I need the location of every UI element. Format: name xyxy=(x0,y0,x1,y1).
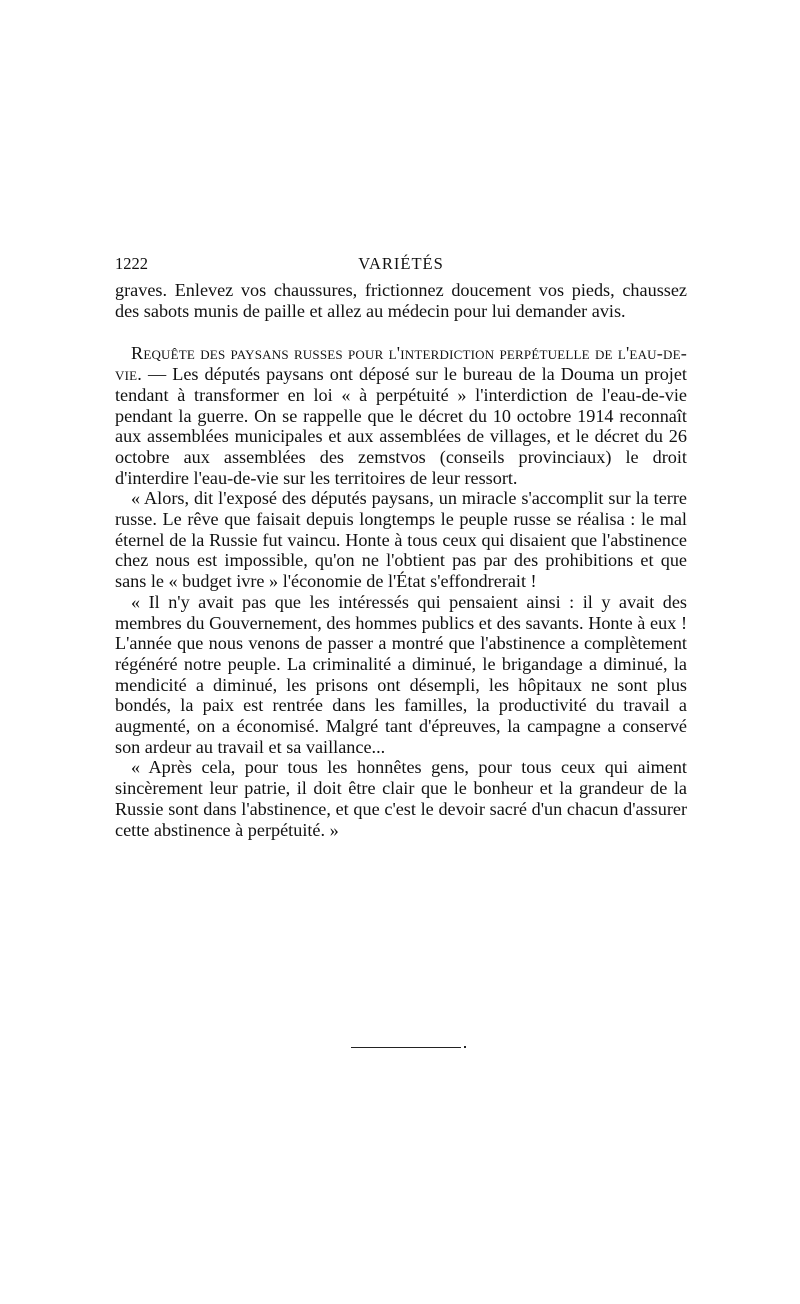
section-body: — Les députés paysans ont déposé sur le bureau de la Douma un projet tendant à transformer en loi « à perpétuité » l'interdiction de l'eau-de-vie pendant la guerre. On se rappelle que le décret du 10 octobre 1914 reconnaît aux assemblées municipales et aux assemblées de villages, et le décret du 26 octobre aux assemblées des zemstvos (conseils provinciaux) le droit d'interdire l'eau-de-vie sur les territoires de leur ressort. xyxy=(115,364,687,488)
document-page xyxy=(115,248,687,840)
paragraph-continued: graves. Enlevez vos chaussures, frictionnez doucement vos pieds, chaussez des sabots munis de paille et allez au médecin pour lui demander avis. xyxy=(115,280,687,321)
running-title: VARIÉTÉS xyxy=(358,254,444,273)
section-heading: Requête des paysans russes pour l'interdiction perpétuelle de l'eau-de-vie. xyxy=(115,343,687,385)
end-rule xyxy=(351,1047,461,1048)
page-number: 1222 xyxy=(115,254,148,273)
paragraph-quote-1: « Alors, dit l'exposé des députés paysans, un miracle s'accomplit sur la terre russe. Le rêve que faisait depuis longtemps le peuple russe se réalisa : le mal éternel de la Russie fut vaincu. Honte à tous ceux qui disaient que l'abstinence chez nous est impossible, qu'on ne l'obtient pas par des prohibitions et que sans le « budget ivre » l'économie de l'État s'effondrerait ! xyxy=(115,488,687,592)
paragraph-section xyxy=(115,343,687,488)
paragraph-quote-3: « Après cela, pour tous les honnêtes gens, pour tous ceux qui aiment sincèrement leur patrie, il doit être clair que le bonheur et la grandeur de la Russie sont dans l'abstinence, et que c'est le devoir sacré d'un chacun d'assurer cette abstinence à perpétuité. » xyxy=(115,757,687,840)
end-rule-dot xyxy=(464,1046,466,1048)
paragraph-quote-2: « Il n'y avait pas que les intéressés qui pensaient ainsi : il y avait des membres du Gouvernement, des hommes publics et des savants. Honte à eux ! L'année que nous venons de passer a montré que l'abstinence a complètement régénéré notre peuple. La criminalité a diminué, le brigandage a diminué, la mendicité a diminué, les prisons ont désempli, les hôpitaux ne sont plus bondés, la paix est rentrée dans les familles, la productivité du travail a augmenté, on a économisé. Malgré tant d'épreuves, la campagne a conservé son ardeur au travail et sa vaillance... xyxy=(115,591,687,757)
page-header xyxy=(115,248,687,274)
body-text xyxy=(115,280,687,840)
